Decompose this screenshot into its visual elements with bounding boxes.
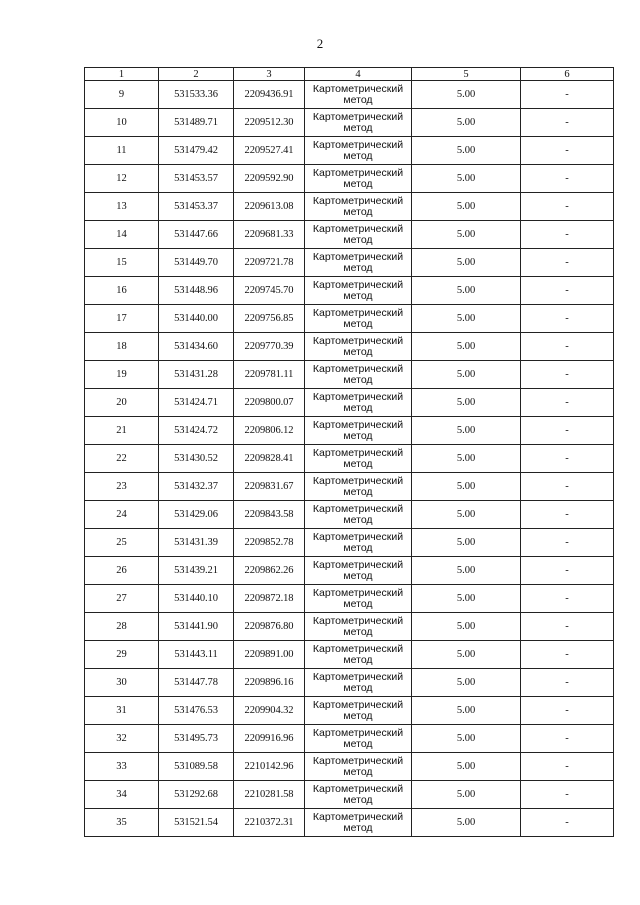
x-coordinate-cell: 531476.53 <box>159 697 234 725</box>
table-row <box>85 529 614 557</box>
method-line-2: метод <box>343 821 373 834</box>
point-number-cell: 12 <box>85 165 159 193</box>
note-cell: - <box>521 249 614 277</box>
x-coordinate-cell: 531431.28 <box>159 361 234 389</box>
method-cell <box>305 725 412 753</box>
note-cell: - <box>521 641 614 669</box>
column-header-4: 4 <box>305 68 412 81</box>
method-line-1: Картометрический <box>312 558 404 571</box>
method-line-2: метод <box>343 709 373 722</box>
x-coordinate-cell: 531533.36 <box>159 81 234 109</box>
note-cell: - <box>521 809 614 837</box>
y-coordinate-cell: 2209806.12 <box>234 417 305 445</box>
point-number-cell: 24 <box>85 501 159 529</box>
table-row <box>85 641 614 669</box>
x-coordinate-cell: 531434.60 <box>159 333 234 361</box>
accuracy-cell: 5.00 <box>412 277 521 305</box>
method-line-2: метод <box>343 177 373 190</box>
method-line-1: Картометрический <box>312 474 404 487</box>
method-line-1: Картометрический <box>312 810 404 823</box>
note-cell: - <box>521 613 614 641</box>
method-cell <box>305 165 412 193</box>
y-coordinate-cell: 2209876.80 <box>234 613 305 641</box>
method-line-2: метод <box>343 513 373 526</box>
x-coordinate-cell: 531495.73 <box>159 725 234 753</box>
table-row <box>85 501 614 529</box>
column-header-3: 3 <box>234 68 305 81</box>
table-row <box>85 473 614 501</box>
method-line-1: Картометрический <box>312 614 404 627</box>
point-number-cell: 33 <box>85 753 159 781</box>
y-coordinate-cell: 2209721.78 <box>234 249 305 277</box>
table-row <box>85 669 614 697</box>
note-cell: - <box>521 389 614 417</box>
method-line-1: Картометрический <box>312 754 404 767</box>
method-cell <box>305 249 412 277</box>
x-coordinate-cell: 531439.21 <box>159 557 234 585</box>
method-cell <box>305 501 412 529</box>
method-line-1: Картометрический <box>312 782 404 795</box>
method-line-1: Картометрический <box>312 446 404 459</box>
x-coordinate-cell: 531448.96 <box>159 277 234 305</box>
y-coordinate-cell: 2209770.39 <box>234 333 305 361</box>
y-coordinate-cell: 2209781.11 <box>234 361 305 389</box>
note-cell: - <box>521 277 614 305</box>
table-row <box>85 585 614 613</box>
x-coordinate-cell: 531479.42 <box>159 137 234 165</box>
point-number-cell: 15 <box>85 249 159 277</box>
table-row <box>85 109 614 137</box>
y-coordinate-cell: 2209592.90 <box>234 165 305 193</box>
table-row <box>85 445 614 473</box>
x-coordinate-cell: 531489.71 <box>159 109 234 137</box>
point-number-cell: 28 <box>85 613 159 641</box>
x-coordinate-cell: 531441.90 <box>159 613 234 641</box>
method-cell <box>305 417 412 445</box>
method-cell <box>305 809 412 837</box>
method-line-1: Картометрический <box>312 670 404 683</box>
method-cell <box>305 585 412 613</box>
method-line-1: Картометрический <box>312 726 404 739</box>
y-coordinate-cell: 2210372.31 <box>234 809 305 837</box>
x-coordinate-cell: 531447.78 <box>159 669 234 697</box>
point-number-cell: 34 <box>85 781 159 809</box>
y-coordinate-cell: 2209800.07 <box>234 389 305 417</box>
x-coordinate-cell: 531292.68 <box>159 781 234 809</box>
y-coordinate-cell: 2209852.78 <box>234 529 305 557</box>
note-cell: - <box>521 557 614 585</box>
method-cell <box>305 193 412 221</box>
method-cell <box>305 669 412 697</box>
x-coordinate-cell: 531440.10 <box>159 585 234 613</box>
x-coordinate-cell: 531440.00 <box>159 305 234 333</box>
x-coordinate-cell: 531432.37 <box>159 473 234 501</box>
point-number-cell: 9 <box>85 81 159 109</box>
table-row <box>85 81 614 109</box>
method-line-1: Картометрический <box>312 502 404 515</box>
accuracy-cell: 5.00 <box>412 725 521 753</box>
table-header-row <box>85 68 614 81</box>
accuracy-cell: 5.00 <box>412 193 521 221</box>
note-cell: - <box>521 137 614 165</box>
point-number-cell: 22 <box>85 445 159 473</box>
accuracy-cell: 5.00 <box>412 137 521 165</box>
point-number-cell: 14 <box>85 221 159 249</box>
y-coordinate-cell: 2209862.26 <box>234 557 305 585</box>
method-line-1: Картометрический <box>312 278 404 291</box>
x-coordinate-cell: 531424.71 <box>159 389 234 417</box>
y-coordinate-cell: 2209831.67 <box>234 473 305 501</box>
y-coordinate-cell: 2210142.96 <box>234 753 305 781</box>
y-coordinate-cell: 2209527.41 <box>234 137 305 165</box>
note-cell: - <box>521 585 614 613</box>
note-cell: - <box>521 781 614 809</box>
point-number-cell: 19 <box>85 361 159 389</box>
y-coordinate-cell: 2209436.91 <box>234 81 305 109</box>
method-cell <box>305 781 412 809</box>
accuracy-cell: 5.00 <box>412 501 521 529</box>
note-cell: - <box>521 501 614 529</box>
note-cell: - <box>521 333 614 361</box>
x-coordinate-cell: 531447.66 <box>159 221 234 249</box>
note-cell: - <box>521 697 614 725</box>
point-number-cell: 18 <box>85 333 159 361</box>
y-coordinate-cell: 2209613.08 <box>234 193 305 221</box>
method-cell <box>305 389 412 417</box>
point-number-cell: 23 <box>85 473 159 501</box>
point-number-cell: 27 <box>85 585 159 613</box>
table-row <box>85 697 614 725</box>
note-cell: - <box>521 669 614 697</box>
table-row <box>85 221 614 249</box>
accuracy-cell: 5.00 <box>412 165 521 193</box>
method-cell <box>305 641 412 669</box>
table-row <box>85 557 614 585</box>
point-number-cell: 29 <box>85 641 159 669</box>
method-line-2: метод <box>343 793 373 806</box>
accuracy-cell: 5.00 <box>412 445 521 473</box>
column-header-6: 6 <box>521 68 614 81</box>
method-cell <box>305 305 412 333</box>
method-cell <box>305 613 412 641</box>
x-coordinate-cell: 531449.70 <box>159 249 234 277</box>
point-number-cell: 17 <box>85 305 159 333</box>
method-line-2: метод <box>343 457 373 470</box>
coordinates-table <box>84 67 614 837</box>
table-row <box>85 389 614 417</box>
accuracy-cell: 5.00 <box>412 249 521 277</box>
method-line-2: метод <box>343 401 373 414</box>
method-cell <box>305 473 412 501</box>
method-line-1: Картометрический <box>312 138 404 151</box>
note-cell: - <box>521 193 614 221</box>
method-cell <box>305 753 412 781</box>
table-row <box>85 781 614 809</box>
method-line-1: Картометрический <box>312 418 404 431</box>
accuracy-cell: 5.00 <box>412 809 521 837</box>
method-line-1: Картометрический <box>312 110 404 123</box>
accuracy-cell: 5.00 <box>412 697 521 725</box>
y-coordinate-cell: 2209828.41 <box>234 445 305 473</box>
y-coordinate-cell: 2209916.96 <box>234 725 305 753</box>
method-cell <box>305 333 412 361</box>
table-row <box>85 613 614 641</box>
table-row <box>85 725 614 753</box>
table-row <box>85 165 614 193</box>
x-coordinate-cell: 531429.06 <box>159 501 234 529</box>
method-cell <box>305 529 412 557</box>
note-cell: - <box>521 81 614 109</box>
method-cell <box>305 445 412 473</box>
note-cell: - <box>521 361 614 389</box>
method-line-1: Картометрический <box>312 306 404 319</box>
y-coordinate-cell: 2209904.32 <box>234 697 305 725</box>
point-number-cell: 31 <box>85 697 159 725</box>
accuracy-cell: 5.00 <box>412 81 521 109</box>
method-line-1: Картометрический <box>312 586 404 599</box>
table-row <box>85 361 614 389</box>
y-coordinate-cell: 2210281.58 <box>234 781 305 809</box>
point-number-cell: 10 <box>85 109 159 137</box>
method-line-2: метод <box>343 429 373 442</box>
column-header-1: 1 <box>85 68 159 81</box>
table-row <box>85 305 614 333</box>
method-line-1: Картометрический <box>312 362 404 375</box>
accuracy-cell: 5.00 <box>412 585 521 613</box>
accuracy-cell: 5.00 <box>412 109 521 137</box>
accuracy-cell: 5.00 <box>412 389 521 417</box>
point-number-cell: 13 <box>85 193 159 221</box>
method-line-2: метод <box>343 653 373 666</box>
accuracy-cell: 5.00 <box>412 417 521 445</box>
x-coordinate-cell: 531453.57 <box>159 165 234 193</box>
note-cell: - <box>521 725 614 753</box>
y-coordinate-cell: 2209872.18 <box>234 585 305 613</box>
y-coordinate-cell: 2209512.30 <box>234 109 305 137</box>
method-line-2: метод <box>343 121 373 134</box>
page-number: 2 <box>316 36 324 51</box>
table-row <box>85 277 614 305</box>
x-coordinate-cell: 531443.11 <box>159 641 234 669</box>
point-number-cell: 30 <box>85 669 159 697</box>
note-cell: - <box>521 165 614 193</box>
y-coordinate-cell: 2209681.33 <box>234 221 305 249</box>
x-coordinate-cell: 531453.37 <box>159 193 234 221</box>
method-line-1: Картометрический <box>312 222 404 235</box>
accuracy-cell: 5.00 <box>412 557 521 585</box>
method-line-1: Картометрический <box>312 334 404 347</box>
accuracy-cell: 5.00 <box>412 473 521 501</box>
method-cell <box>305 137 412 165</box>
method-line-2: метод <box>343 569 373 582</box>
point-number-cell: 20 <box>85 389 159 417</box>
x-coordinate-cell: 531089.58 <box>159 753 234 781</box>
accuracy-cell: 5.00 <box>412 333 521 361</box>
y-coordinate-cell: 2209891.00 <box>234 641 305 669</box>
table-row <box>85 809 614 837</box>
y-coordinate-cell: 2209756.85 <box>234 305 305 333</box>
method-line-1: Картометрический <box>312 166 404 179</box>
accuracy-cell: 5.00 <box>412 781 521 809</box>
method-line-2: метод <box>343 233 373 246</box>
method-cell <box>305 557 412 585</box>
accuracy-cell: 5.00 <box>412 613 521 641</box>
method-line-1: Картометрический <box>312 642 404 655</box>
method-line-1: Картометрический <box>312 390 404 403</box>
method-line-2: метод <box>343 737 373 750</box>
table-row <box>85 753 614 781</box>
point-number-cell: 25 <box>85 529 159 557</box>
method-line-1: Картометрический <box>312 530 404 543</box>
column-header-5: 5 <box>412 68 521 81</box>
x-coordinate-cell: 531431.39 <box>159 529 234 557</box>
table-row <box>85 417 614 445</box>
y-coordinate-cell: 2209843.58 <box>234 501 305 529</box>
y-coordinate-cell: 2209745.70 <box>234 277 305 305</box>
method-line-2: метод <box>343 485 373 498</box>
method-line-2: метод <box>343 289 373 302</box>
method-line-2: метод <box>343 93 373 106</box>
note-cell: - <box>521 109 614 137</box>
method-line-2: метод <box>343 625 373 638</box>
column-header-2: 2 <box>159 68 234 81</box>
note-cell: - <box>521 417 614 445</box>
point-number-cell: 11 <box>85 137 159 165</box>
accuracy-cell: 5.00 <box>412 361 521 389</box>
point-number-cell: 26 <box>85 557 159 585</box>
note-cell: - <box>521 473 614 501</box>
method-line-2: метод <box>343 597 373 610</box>
point-number-cell: 16 <box>85 277 159 305</box>
method-cell <box>305 277 412 305</box>
accuracy-cell: 5.00 <box>412 305 521 333</box>
note-cell: - <box>521 529 614 557</box>
accuracy-cell: 5.00 <box>412 669 521 697</box>
method-cell <box>305 81 412 109</box>
method-line-2: метод <box>343 205 373 218</box>
note-cell: - <box>521 305 614 333</box>
method-line-2: метод <box>343 317 373 330</box>
method-line-1: Картометрический <box>312 250 404 263</box>
method-line-2: метод <box>343 765 373 778</box>
note-cell: - <box>521 753 614 781</box>
note-cell: - <box>521 445 614 473</box>
accuracy-cell: 5.00 <box>412 753 521 781</box>
method-cell <box>305 109 412 137</box>
x-coordinate-cell: 531521.54 <box>159 809 234 837</box>
point-number-cell: 35 <box>85 809 159 837</box>
method-line-2: метод <box>343 541 373 554</box>
point-number-cell: 21 <box>85 417 159 445</box>
method-cell <box>305 361 412 389</box>
method-line-2: метод <box>343 149 373 162</box>
accuracy-cell: 5.00 <box>412 221 521 249</box>
table-row <box>85 137 614 165</box>
method-line-1: Картометрический <box>312 82 404 95</box>
point-number-cell: 32 <box>85 725 159 753</box>
table-row <box>85 193 614 221</box>
method-line-2: метод <box>343 373 373 386</box>
y-coordinate-cell: 2209896.16 <box>234 669 305 697</box>
method-line-2: метод <box>343 261 373 274</box>
x-coordinate-cell: 531424.72 <box>159 417 234 445</box>
accuracy-cell: 5.00 <box>412 641 521 669</box>
table-row <box>85 249 614 277</box>
method-cell <box>305 221 412 249</box>
method-line-2: метод <box>343 345 373 358</box>
method-line-1: Картометрический <box>312 698 404 711</box>
method-line-2: метод <box>343 681 373 694</box>
note-cell: - <box>521 221 614 249</box>
table-row <box>85 333 614 361</box>
method-cell <box>305 697 412 725</box>
x-coordinate-cell: 531430.52 <box>159 445 234 473</box>
accuracy-cell: 5.00 <box>412 529 521 557</box>
method-line-1: Картометрический <box>312 194 404 207</box>
